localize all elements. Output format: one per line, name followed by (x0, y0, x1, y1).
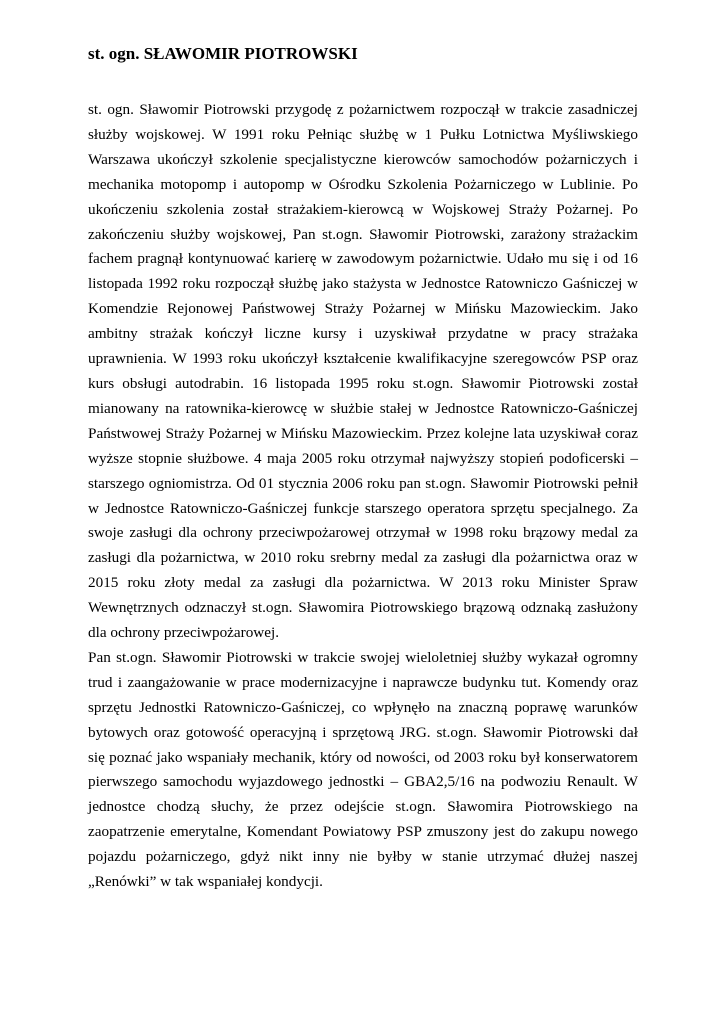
body-paragraph-1: st. ogn. Sławomir Piotrowski przygodę z pożarnictwem rozpoczął w trakcie zasadniczej służby wojskowej. W 1991 roku Pełniąc służbę w 1 Pułku Lotnictwa Myśliwskiego Warszawa ukończył szkolenie specjalistyczne kierowców samochodów pożarniczych i mechanika motopomp i autopomp w Ośrodku Szkolenia Pożarniczego w Lublinie. Po ukończeniu szkolenia został strażakiem-kierowcą w Wojskowej Straży Pożarnej. Po zakończeniu służby wojskowej, Pan st.ogn. Sławomir Piotrowski, zarażony strażackim fachem pragnął kontynuować karierę w zawodowym pożarnictwie. Udało mu się i od 16 listopada 1992 roku rozpoczął służbę jako stażysta w Jednostce Ratowniczo Gaśniczej w Komendzie Rejonowej Państwowej Straży Pożarnej w Mińsku Mazowieckim. Jako ambitny strażak kończył liczne kursy i uzyskiwał przydatne w pracy strażaka uprawnienia. W 1993 roku ukończył kształcenie kwalifikacyjne szeregowców PSP oraz kurs obsługi autodrabin. 16 listopada 1995 roku st.ogn. Sławomir Piotrowski został mianowany na ratownika-kierowcę w służbie stałej w Jednostce Ratowniczo-Gaśniczej Państwowej Straży Pożarnej w Mińsku Mazowieckim. Przez kolejne lata uzyskiwał coraz wyższe stopnie służbowe. 4 maja 2005 roku otrzymał najwyższy stopień podoficerski – starszego ogniomistrza. Od 01 stycznia 2006 roku pan st.ogn. Sławomir Piotrowski pełnił w Jednostce Ratowniczo-Gaśniczej funkcje starszego operatora sprzętu specjalnego. Za swoje zasługi dla ochrony przeciwpożarowej otrzymał w 1998 roku brązowy medal za zasługi dla pożarnictwa, w 2010 roku srebrny medal za zasługi dla pożarnictwa oraz w 2015 roku złoty medal za zasługi dla pożarnictwa. W 2013 roku Minister Spraw Wewnętrznych odznaczył st.ogn. Sławomira Piotrowskiego brązową odznaką zasłużony dla ochrony przeciwpożarowej. (88, 101, 638, 642)
body-paragraph-2: Pan st.ogn. Sławomir Piotrowski w trakcie swojej wieloletniej służby wykazał ogromny trud i zaangażowanie w prace modernizacyjne i naprawcze budynku tut. Komendy oraz sprzętu Jednostki Ratowniczo-Gaśniczej, co wpłynęło na znaczną poprawę warunków bytowych oraz gotowość operacyjną i sprzętową JRG. st.ogn. Sławomir Piotrowski dał się poznać jako wspaniały mechanik, który od nowości, od 2003 roku był konserwatorem pierwszego samochodu wyjazdowego jednostki – GBA2,5/16 na podwoziu Renault. W jednostce chodzą słuchy, że przez odejście st.ogn. Sławomira Piotrowskiego na zaopatrzenie emerytalne, Komendant Powiatowy PSP zmuszony jest do zakupu nowego pojazdu pożarniczego, gdyż nikt inny nie byłby w stanie utrzymać dłużej naszej „Renówki” w tak wspaniałej kondycji. (88, 648, 638, 891)
document-title: st. ogn. SŁAWOMIR PIOTROWSKI (88, 44, 358, 63)
document-body (88, 98, 638, 895)
